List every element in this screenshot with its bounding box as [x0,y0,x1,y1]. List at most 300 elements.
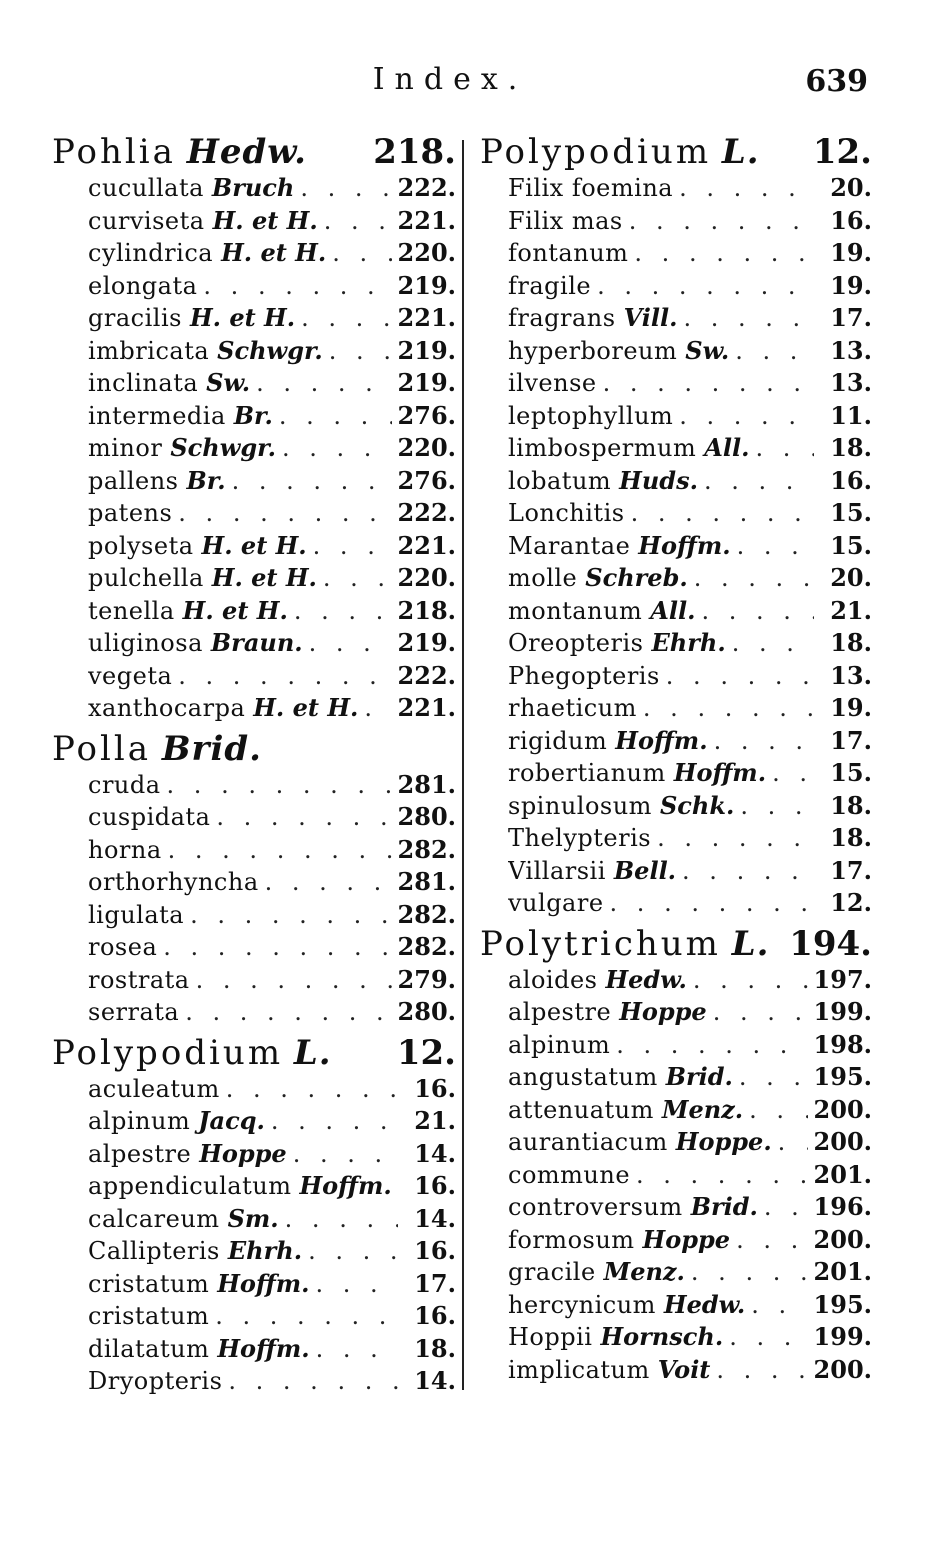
species-name: cuspidata [88,803,211,831]
species-name: cristatum [88,1269,210,1298]
species-entry [88,627,456,660]
species-name: appendiculatum [88,1172,292,1200]
species-name: commune [508,1160,631,1189]
species-author: H. et H. [253,693,359,722]
dot-leader [740,790,814,823]
species-author: Hoffm. [615,725,708,755]
dot-leader [693,964,808,997]
species-page: 17. [414,1268,456,1298]
species-page: 13. [830,660,872,690]
species-entry [508,497,872,530]
species-page: 197. [813,964,872,994]
species-name: attenuatum [508,1095,654,1124]
species-entry [88,1235,456,1268]
dot-leader [704,465,814,498]
species-entry [508,302,872,335]
species-entry [508,660,872,693]
species-entry [88,497,456,530]
species-author: Hedw. [663,1289,746,1319]
species-name: hercynicum [508,1290,656,1319]
species-author: Sw. [206,368,251,397]
species-entry [508,432,872,465]
dot-leader [702,595,814,628]
dot-leader [691,1256,808,1289]
species-entry [88,595,456,628]
species-page: 281. [397,769,456,799]
dot-leader [285,1203,398,1236]
dot-leader [282,432,392,465]
species-entry [508,725,872,758]
species-page: 15. [830,758,872,787]
dot-leader [256,367,391,400]
species-page: 199. [813,1322,872,1351]
dot-leader [293,1138,398,1171]
species-name: alpinum [88,1107,191,1135]
species-author: H. et H. [189,303,296,332]
species-entry [88,335,456,368]
dot-leader [629,205,814,238]
species-entry [508,1256,872,1289]
species-name: controversum [508,1193,683,1221]
species-name: fontanum [508,239,629,267]
species-name: aurantiacum [508,1128,668,1156]
genus-author: Brid. [161,728,262,769]
genus-title [480,924,769,964]
species-page: 195. [813,1289,872,1319]
species-author: Ehrh. [651,628,726,657]
dot-leader [749,1094,807,1127]
species-name: polyseta [88,531,194,560]
species-page: 276. [397,465,456,495]
species-entry [508,1191,872,1224]
dot-leader [190,899,391,932]
genus-title [52,1033,332,1073]
species-name: imbricata [88,336,210,365]
species-page: 16. [414,1301,456,1330]
dot-leader [294,595,392,628]
species-name: rhaeticum [508,694,637,722]
species-author: Schwgr. [170,433,276,462]
species-entry [508,1224,872,1257]
species-page: 198. [813,1029,872,1059]
species-name: leptophyllum [508,401,674,430]
dot-leader [216,801,391,834]
dot-leader [713,996,808,1029]
species-page: 219. [397,368,456,397]
species-author: Hedw. [605,964,687,994]
species-name: aculeatum [88,1074,220,1103]
species-author: H. et H. [182,595,288,625]
genus-title [52,132,307,172]
species-entry [88,834,456,867]
species-name: Callipteris [88,1237,220,1265]
species-entry [88,1203,456,1236]
species-name: serrata [88,998,180,1026]
species-author: Schwgr. [217,335,323,365]
species-page: 12. [830,888,872,917]
dot-leader [323,562,392,595]
species-author: Schk. [659,790,735,820]
species-entry [88,769,456,802]
species-entry [508,757,872,790]
species-entry [508,1289,872,1322]
species-page: 221. [397,693,456,722]
species-page: 221. [397,303,456,332]
genus-page: 12. [396,1032,456,1073]
species-author: Hoffm. [673,758,767,787]
dot-leader [764,1191,808,1224]
dot-leader [279,400,392,433]
species-page: 222. [397,660,456,690]
genus-author: Hedw. [186,132,307,172]
species-author: Ehrh. [227,1236,303,1265]
species-entry [508,335,872,368]
species-name: Oreopteris [508,629,644,657]
species-name: elongata [88,271,198,300]
species-page: 16. [830,465,872,495]
dot-leader [196,964,392,997]
species-entry [88,400,456,433]
dot-leader [215,1300,398,1333]
species-name: pulchella [88,564,204,592]
species-name: alpestre [508,998,612,1026]
species-page: 18. [830,823,872,852]
species-entry [88,964,456,997]
dot-leader [226,1073,398,1106]
species-page: 200. [813,1224,872,1254]
species-entry [88,1105,456,1138]
species-name: pallens [88,466,179,495]
species-entry [88,1170,456,1203]
species-name: montanum [508,596,643,625]
species-name: Hoppii [508,1323,593,1351]
species-entry [88,866,456,899]
genus-name: Polypodium [52,1032,284,1073]
species-page: 282. [397,834,456,864]
species-name: curviseta [88,206,205,235]
species-author: H. et H. [212,205,318,235]
species-name: fragile [508,271,592,300]
species-name: formosum [508,1225,635,1254]
dot-leader [597,270,814,303]
species-page: 21. [414,1106,456,1135]
species-entry [508,465,872,498]
species-page: 280. [397,802,456,831]
species-entry [88,562,456,595]
species-name: cylindrica [88,239,214,267]
species-page: 15. [830,530,872,560]
species-page: 220. [397,563,456,592]
dot-leader [313,530,392,563]
dot-leader [309,627,392,660]
dot-leader [228,1365,398,1398]
species-page: 219. [397,628,456,657]
dot-leader [324,205,392,238]
species-page: 220. [397,433,456,462]
dot-leader [729,1321,807,1354]
species-author: Voit [657,1354,711,1384]
species-name: Dryopteris [88,1367,223,1395]
species-page: 14. [414,1138,456,1168]
species-name: implicatum [508,1355,650,1384]
species-name: limbospermum [508,434,697,462]
species-entry [88,660,456,693]
genus-header [52,132,456,172]
species-name: angustatum [508,1063,658,1091]
species-name: Lonchitis [508,499,625,527]
species-name: cucullata [88,174,204,202]
species-page: 18. [830,628,872,657]
species-author: Hornsch. [600,1322,724,1351]
species-page: 11. [830,400,872,430]
species-name: Filix foemina [508,174,674,202]
species-name: rostrata [88,965,190,994]
species-name: cristatum [88,1302,210,1330]
species-name: rigidum [508,726,608,755]
dot-leader [772,757,814,790]
species-name: inclinata [88,369,199,397]
species-author: Vill. [623,303,678,332]
dot-leader [631,497,814,530]
species-author: H. et H. [211,563,317,592]
genus-title [52,729,262,769]
genus-name: Pohlia [52,132,176,172]
species-name: calcareum [88,1204,220,1233]
species-page: 13. [830,368,872,397]
dot-leader [682,855,814,888]
dot-leader [316,1333,398,1366]
species-page: 220. [397,238,456,267]
species-author: H. et H. [221,238,327,267]
species-entry [88,1365,456,1398]
species-entry [508,1061,872,1094]
species-name: cruda [88,770,161,799]
species-entry [508,1354,872,1387]
dot-leader [203,270,391,303]
species-entry [88,899,456,932]
dot-leader [168,834,392,867]
species-entry [88,237,456,270]
species-entry [88,465,456,498]
genus-group [52,132,456,725]
species-name: molle [508,564,578,592]
dot-leader [178,497,391,530]
species-author: Brid. [690,1192,758,1221]
species-name: alpestre [88,1139,192,1168]
species-author: Hoppe. [675,1127,772,1156]
species-entry [88,1138,456,1171]
species-entry [508,964,872,997]
species-author: Schreb. [585,563,688,592]
species-name: orthorhyncha [88,868,259,896]
species-entry [88,931,456,964]
dot-leader [755,432,814,465]
species-entry [88,530,456,563]
dot-leader [679,400,814,433]
species-page: 276. [397,400,456,430]
right-column [480,132,872,1386]
species-entry [88,205,456,238]
species-author: Hoffm. [638,530,731,560]
genus-author: L. [293,1032,332,1073]
species-entry [508,855,872,888]
dot-leader [716,1354,807,1387]
dot-leader [778,1126,808,1159]
dot-leader [316,1268,398,1301]
genus-group [480,924,872,1387]
species-page: 18. [830,790,872,820]
species-name: Filix mas [508,206,623,235]
species-name: patens [88,499,173,527]
species-page: 17. [830,725,872,755]
species-page: 13. [830,335,872,365]
dot-leader [657,822,814,855]
genus-header [52,1033,456,1073]
species-author: Brid. [665,1062,733,1091]
species-author: Hoffm. [217,1268,310,1298]
species-author: Hoppe [619,997,707,1026]
species-page: 219. [397,270,456,300]
dot-leader [643,692,814,725]
species-page: 199. [813,997,872,1026]
genus-group [52,729,456,1029]
species-page: 218. [397,595,456,625]
species-entry [88,302,456,335]
species-entry [508,1029,872,1062]
species-entry [88,367,456,400]
dot-leader [634,237,814,270]
dot-leader [232,465,392,498]
species-author: Braun. [210,628,303,657]
species-author: Bruch [211,173,295,202]
species-name: hyperboreum [508,336,678,365]
species-name: Phegopteris [508,661,660,690]
dot-leader [167,769,392,802]
species-name: horna [88,835,162,864]
species-name: uliginosa [88,629,203,657]
species-page: 19. [830,270,872,300]
species-entry [508,1159,872,1192]
species-entry [88,270,456,303]
genus-page: 12. [812,132,872,172]
dot-leader [271,1105,398,1138]
dot-leader [735,335,814,368]
dot-leader [603,367,814,400]
species-page: 16. [830,205,872,235]
species-page: 200. [813,1094,872,1124]
species-page: 20. [830,563,872,592]
species-page: 14. [414,1203,456,1233]
species-author: Huds. [619,465,698,495]
species-name: vulgare [508,889,604,917]
species-page: 18. [830,433,872,462]
dot-leader [714,725,814,758]
species-entry [508,270,872,303]
dot-leader [163,931,391,964]
species-author: Menz. [603,1257,685,1286]
species-entry [88,996,456,1029]
species-name: fragrans [508,304,616,332]
left-column [52,132,456,1398]
species-page: 281. [397,867,456,896]
species-entry [88,1300,456,1333]
dot-leader [178,660,391,693]
species-entry [508,627,872,660]
species-page: 21. [830,595,872,625]
species-page: 195. [813,1062,872,1091]
species-page: 16. [414,1171,456,1200]
dot-leader [739,1061,808,1094]
genus-author: L. [721,132,760,172]
genus-header [52,729,456,769]
species-page: 221. [397,205,456,235]
species-name: minor [88,434,163,462]
species-name: dilatatum [88,1334,210,1363]
species-author: Br. [233,400,273,430]
species-author: Sm. [227,1203,279,1233]
species-entry [508,692,872,725]
species-name: gracilis [88,304,182,332]
species-entry [508,237,872,270]
species-name: tenella [88,596,175,625]
species-name: intermedia [88,401,226,430]
column-divider [462,140,464,1390]
dot-leader [636,1159,808,1192]
species-entry [508,400,872,433]
species-page: 16. [414,1073,456,1103]
genus-author: L. [731,923,770,964]
species-entry [508,172,872,205]
species-entry [508,887,872,920]
genus-name: Polla [52,728,151,769]
species-page: 19. [830,693,872,722]
dot-leader [185,996,391,1029]
genus-name: Polypodium [480,132,712,172]
dot-leader [737,530,814,563]
species-page: 20. [830,173,872,202]
species-page: 200. [813,1127,872,1156]
species-page: 282. [397,899,456,929]
species-page: 18. [414,1333,456,1363]
species-page: 196. [813,1192,872,1221]
dot-leader [300,172,391,205]
genus-group [52,1033,456,1398]
species-page: 282. [397,932,456,961]
dot-leader [666,660,814,693]
dot-leader [751,1289,807,1322]
page-number: 639 [805,64,868,99]
species-name: Marantae [508,531,631,560]
genus-header [480,132,872,172]
species-name: vegeta [88,661,173,690]
species-page: 201. [813,1159,872,1189]
species-author: All. [704,433,750,462]
species-entry [508,1094,872,1127]
dot-leader [616,1029,807,1062]
species-name: xanthocarpa [88,694,246,722]
species-page: 19. [830,238,872,267]
dot-leader [329,335,392,368]
species-author: Sw. [685,335,730,365]
species-entry [508,822,872,855]
species-entry [508,530,872,563]
species-page: 200. [813,1354,872,1384]
dot-leader [679,172,814,205]
dot-leader [736,1224,807,1257]
species-entry [88,1333,456,1366]
species-name: aloides [508,965,598,994]
species-author: Hoppe [199,1138,287,1168]
